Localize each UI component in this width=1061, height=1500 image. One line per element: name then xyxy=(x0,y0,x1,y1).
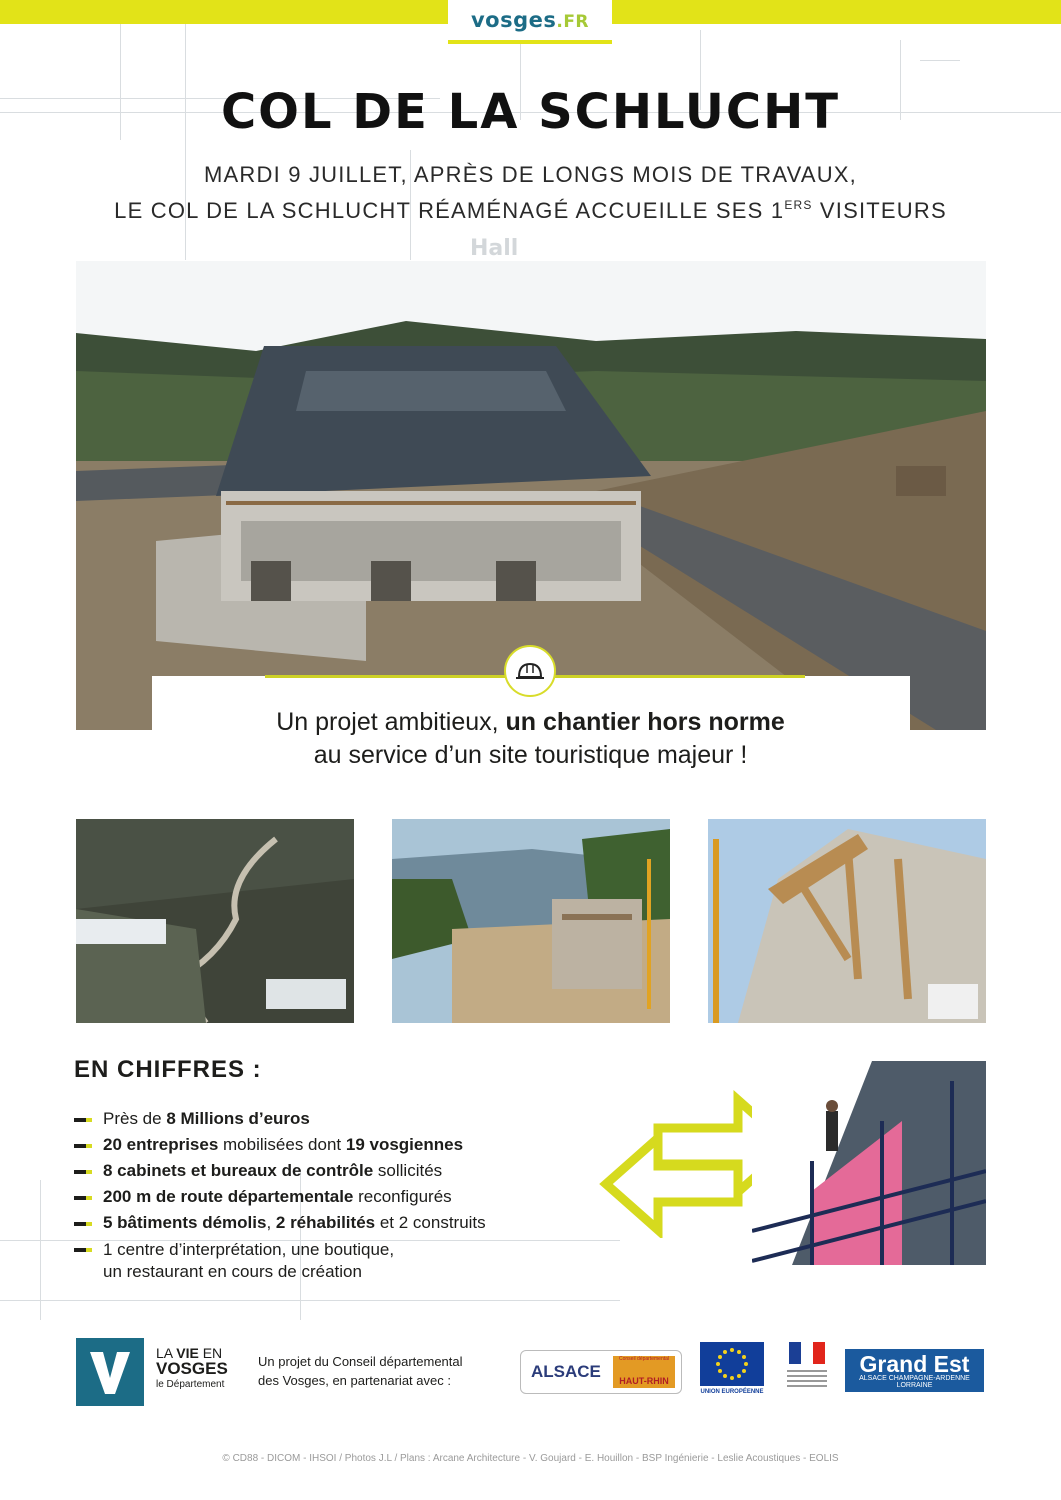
logo-line-2: VOSGES xyxy=(156,1359,228,1378)
partner-text xyxy=(258,1352,508,1390)
eu-logo xyxy=(697,1342,767,1408)
marianne-icon xyxy=(789,1342,825,1364)
partner-line-2: des Vosges, en partenariat avec : xyxy=(258,1373,451,1388)
figures-heading: EN CHIFFRES : xyxy=(74,1056,262,1083)
v-logo-mark xyxy=(76,1338,144,1406)
list-item: 1 centre d’interprétation, une boutique, un restaurant en cours de création xyxy=(74,1239,594,1283)
subtitle-line-1: MARDI 9 JUILLET, APRÈS DE LONGS MOIS DE TRAVAUX, xyxy=(204,162,857,187)
eu-flag-icon xyxy=(700,1342,764,1386)
photo-timber-frame xyxy=(708,819,986,1023)
subtitle-line-2: LE COL DE LA SCHLUCHT RÉAMÉNAGÉ ACCUEILLE SES 1ERS VISITEURS xyxy=(114,198,947,223)
eu-label: UNION EUROPÉENNE xyxy=(700,1389,764,1395)
partner-line-1: Un projet du Conseil départemental xyxy=(258,1354,463,1369)
bullet-dash-icon xyxy=(74,1118,91,1122)
logo-line-1: LA VIE EN xyxy=(156,1345,223,1361)
tagline xyxy=(0,706,1061,772)
figures-list xyxy=(74,1106,594,1283)
hard-hat-icon xyxy=(504,645,556,697)
grand-est-subtitle: ALSACE CHAMPAGNE-ARDENNE LORRAINE xyxy=(859,1375,970,1389)
grand-est-label: Grand Est xyxy=(859,1351,970,1377)
list-item: 8 cabinets et bureaux de contrôle sollicités xyxy=(74,1158,594,1184)
republique-text-lines xyxy=(783,1370,831,1387)
list-item: Près de 8 Millions d’euros xyxy=(74,1106,594,1132)
list-item: 20 entreprises mobilisées dont 19 vosgiennes xyxy=(74,1132,594,1158)
photo-aerial-road xyxy=(76,819,354,1023)
photo-construction-site xyxy=(392,819,670,1023)
tagline-line-1: Un projet ambitieux, un chantier hors norme xyxy=(276,708,785,736)
site-logo: vosges.FR xyxy=(470,8,590,32)
bullet-dash-icon xyxy=(74,1196,91,1200)
bullet-dash-icon xyxy=(74,1248,91,1252)
tagline-line-2: au service d’un site touristique majeur ! xyxy=(313,741,748,769)
logo-line-3: le Département xyxy=(156,1379,225,1390)
photo-scaffolding-worker xyxy=(752,1061,986,1265)
bullet-dash-icon xyxy=(74,1222,91,1226)
haut-rhin-top-label: Conseil départemental xyxy=(618,1356,670,1362)
republique-francaise-logo xyxy=(783,1342,831,1404)
blueprint-hall-label: Hall xyxy=(470,236,519,261)
vie-en-vosges-logo xyxy=(76,1338,236,1406)
alsace-label: ALSACE xyxy=(531,1362,601,1381)
bullet-dash-icon xyxy=(74,1170,91,1174)
page-title: COL DE LA SCHLUCHT xyxy=(220,84,841,140)
alsace-haut-rhin-logo xyxy=(520,1350,682,1394)
haut-rhin-label: HAUT-RHIN xyxy=(619,1376,669,1386)
list-item: 200 m de route départementale reconfigurés xyxy=(74,1184,594,1210)
site-logo-tab[interactable] xyxy=(448,0,612,44)
credits: © CD88 - DICOM - IHSOI / Photos J.L / Plans : Arcane Architecture - V. Goujard - E. Houillon - BSP Ingénierie - Leslie Acoustiques - EOLIS xyxy=(222,1453,839,1464)
list-item: 5 bâtiments démolis, 2 réhabilités et 2 construits xyxy=(74,1210,594,1236)
page-subtitle xyxy=(0,160,1061,226)
bullet-dash-icon xyxy=(74,1144,91,1148)
grand-est-logo xyxy=(845,1349,984,1392)
